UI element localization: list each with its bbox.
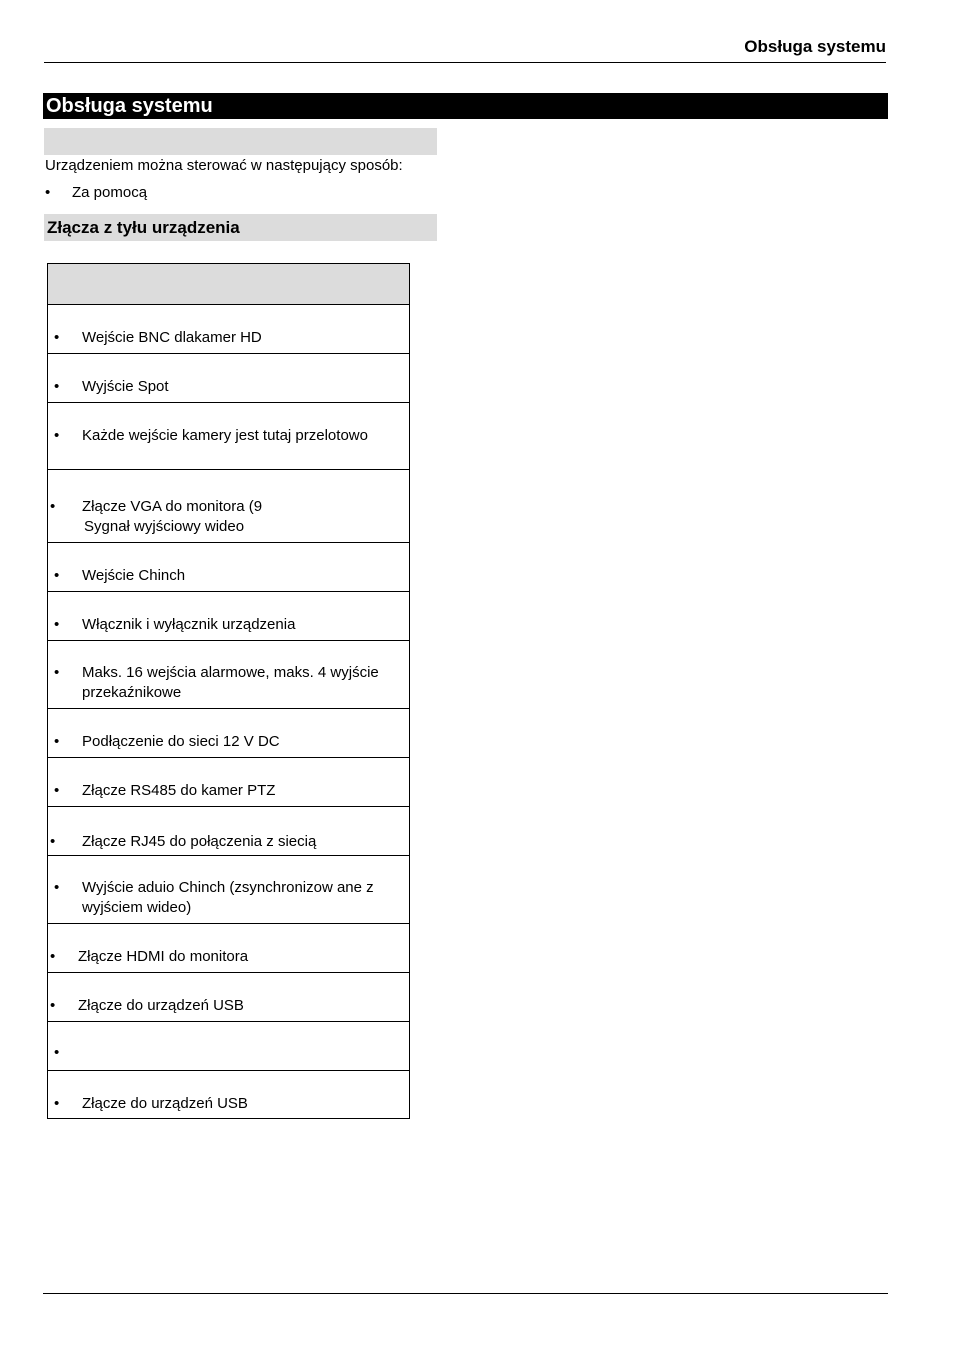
table-row (48, 856, 410, 924)
intro-text: Urządzeniem można sterować w następujący sposób: (45, 157, 403, 174)
bullet-icon: • (54, 782, 60, 799)
bullet-icon: • (54, 378, 60, 395)
connector-item: • Złącze HDMI do monitora (50, 948, 249, 965)
connector-item (48, 1043, 409, 1070)
section-title: Obsługa systemu (43, 93, 888, 119)
table-row (48, 1022, 410, 1071)
connector-item: • Złącze do urządzeń USB (50, 997, 244, 1014)
connector-item: • Podłączenie do sieci 12 V DC (54, 733, 280, 750)
table-row (48, 403, 410, 470)
connector-item: • Maks. 16 wejścia alarmowe, maks. 4 wyjście przekaźnikowe (54, 664, 379, 701)
subsection-title: Złącza z tyłu urządzenia (44, 214, 437, 241)
table-row (48, 807, 410, 856)
table-row (48, 354, 410, 403)
bullet-icon: • (54, 879, 60, 896)
bullet-icon: • (54, 1044, 60, 1061)
connector-item: • Włącznik i wyłącznik urządzenia (54, 616, 296, 633)
intro-bullet-item (45, 184, 147, 201)
bullet-icon: • (54, 1095, 60, 1112)
connectors-table (47, 263, 410, 1119)
footer-rule (43, 1293, 888, 1294)
bullet-icon: • (54, 329, 60, 346)
bullet-icon: • (54, 664, 60, 681)
connector-item: • Złącze do urządzeń USB (54, 1095, 248, 1112)
running-header: Obsługa systemu (744, 37, 886, 56)
bullet-icon: • (50, 948, 56, 965)
connector-item: • Złącze VGA do monitora (9 Sygnał wyjściowy wideo (50, 498, 263, 535)
bullet-icon: • (50, 833, 56, 850)
bullet-icon: • (50, 997, 56, 1014)
table-row (48, 305, 410, 354)
table-header-row (48, 264, 410, 305)
connector-item: • Wyjście aduio Chinch (zsynchronizow ane z wyjściem wideo) (54, 879, 374, 916)
bullet-icon: • (54, 733, 60, 750)
bullet-icon: • (54, 616, 60, 633)
table-row (48, 1071, 410, 1119)
table-row (48, 592, 410, 641)
connector-item: • Wyjście Spot (54, 378, 169, 395)
connector-item: • Wejście BNC dlakamer HD (54, 329, 262, 346)
header-rule (44, 62, 886, 63)
connector-item: • Każde wejście kamery jest tutaj przelotowo (54, 427, 368, 444)
table-row (48, 641, 410, 709)
table-row (48, 543, 410, 592)
table-row (48, 709, 410, 758)
table-row (48, 758, 410, 807)
empty-subheading-bar (44, 128, 437, 155)
bullet-icon: • (54, 427, 60, 444)
bullet-icon: • (54, 567, 60, 584)
connector-item: • Złącze RS485 do kamer PTZ (54, 782, 276, 799)
connector-item: • Wejście Chinch (54, 567, 186, 584)
table-row (48, 470, 410, 543)
bullet-icon: • (50, 498, 56, 515)
table-row (48, 924, 410, 973)
connector-item: • Złącze RJ45 do połączenia z siecią (50, 833, 317, 850)
table-header-cell (48, 264, 410, 305)
intro-bullet-text: Za pomocą (72, 184, 148, 201)
bullet-icon: • (45, 184, 51, 201)
table-row (48, 973, 410, 1022)
